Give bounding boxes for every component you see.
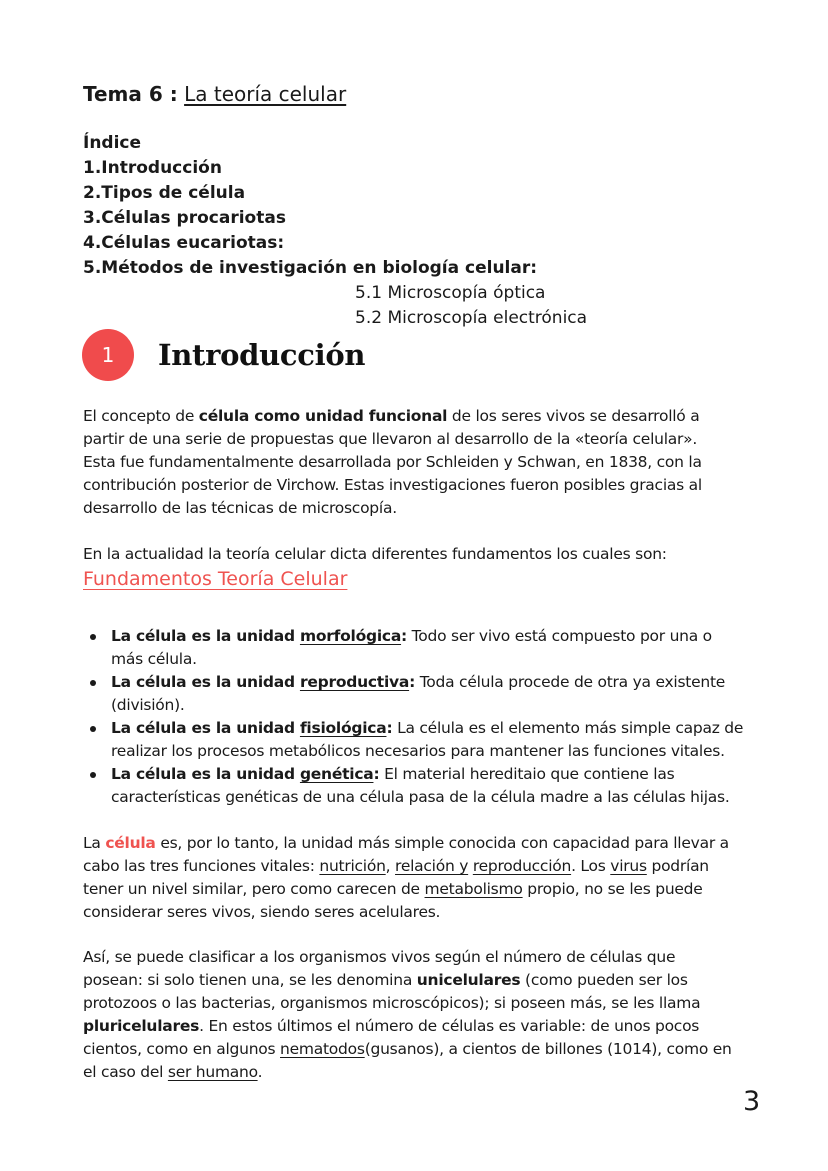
text-line: realizar los procesos metabólicos necesarios para mantener las funciones vitales.: [111, 742, 725, 760]
bold-lead: La célula es la unidad: [111, 765, 300, 783]
index-item: 2.Tipos de célula: [83, 183, 246, 203]
text: Todo ser vivo está compuesto por una o: [407, 627, 712, 645]
text-line: partir de una serie de propuestas que llevaron al desarrollo de la «teoría celular».: [83, 430, 698, 448]
fundamentos-link-text[interactable]: Fundamentos Teoría Celular: [83, 568, 348, 590]
text-line: características genéticas de una célula pasa de la célula madre a las células hijas.: [111, 788, 730, 806]
text-line: Esta fue fundamentalmente desarrollada por Schleiden y Schwan, en 1838, con la: [83, 453, 702, 471]
index-subitems: [355, 281, 587, 331]
index-item: 4.Células eucariotas:: [83, 233, 285, 253]
bold-term: fisiológica: [299, 719, 387, 737]
tema-title: La teoría celular: [184, 82, 347, 106]
list-item: [83, 625, 755, 671]
link-reproduccion[interactable]: reproducción: [472, 857, 572, 875]
text: tener un nivel similar, pero como carecen de: [83, 880, 425, 898]
text-line: protozoos o las bacterias, organismos microscópicos); si poseen más, se les llama: [83, 994, 701, 1012]
text-line: contribución posterior de Virchow. Estas investigaciones fueron posibles gracias al: [83, 476, 702, 494]
page-number: 3: [743, 1086, 761, 1117]
index: [83, 131, 537, 281]
index-subitem: 5.2 Microscopía electrónica: [355, 308, 588, 328]
index-label: Índice: [83, 133, 142, 153]
bold-term: pluricelulares: [83, 1017, 200, 1035]
fundamentos-list: [83, 625, 755, 809]
text: El concepto de: [83, 407, 199, 425]
paragraph-celula: [83, 832, 755, 924]
bold-term: reproductiva: [299, 673, 410, 691]
index-item: 3.Células procariotas: [83, 208, 286, 228]
bold-term: morfológica: [299, 627, 402, 645]
text-line: (división).: [111, 696, 185, 714]
tema-label: Tema 6 :: [83, 82, 178, 106]
highlight-term: célula: [105, 834, 156, 852]
text: propio, no se les puede: [522, 880, 703, 898]
text: es, por lo tanto, la unidad más simple conocida con capacidad para llevar a: [155, 834, 729, 852]
bold-term: célula como unidad funcional: [198, 407, 448, 425]
text: La célula es el elemento más simple capaz de: [392, 719, 744, 737]
link-virus[interactable]: virus: [610, 857, 647, 875]
text-line: más célula.: [111, 650, 197, 668]
paragraph-clasificacion: [83, 946, 755, 1084]
fundamentos-link[interactable]: [83, 568, 347, 590]
text: . Los: [571, 857, 611, 875]
link-nutricion[interactable]: nutrición: [319, 857, 386, 875]
text: ,: [385, 857, 396, 875]
bullet-icon: [90, 680, 96, 686]
bold-lead: La célula es la unidad: [111, 719, 300, 737]
index-subitem: 5.1 Microscopía óptica: [355, 283, 546, 303]
text: (gusanos), a cientos de billones (1014), como en: [364, 1040, 732, 1058]
text: Toda célula procede de otra ya existente: [415, 673, 726, 691]
text: . En estos últimos el número de células es variable: de unos pocos: [199, 1017, 700, 1035]
link-relacion[interactable]: relación y: [395, 857, 469, 875]
link-nematodos[interactable]: nematodos: [280, 1040, 365, 1058]
index-item: 1.Introducción: [83, 158, 222, 178]
bold-term: unicelulares: [416, 971, 521, 989]
text: posean: si solo tienen una, se les denomina: [83, 971, 417, 989]
section-heading: Introducción: [158, 338, 366, 372]
bold-lead: La célula es la unidad: [111, 627, 300, 645]
list-item: [83, 671, 755, 717]
link-ser-humano[interactable]: ser humano: [167, 1063, 258, 1081]
text: La: [83, 834, 106, 852]
text-line: considerar seres vivos, siendo seres acelulares.: [83, 903, 441, 921]
text-line: En la actualidad la teoría celular dicta diferentes fundamentos los cuales son:: [83, 545, 667, 563]
text: de los seres vivos se desarrolló a: [447, 407, 700, 425]
bold-term: genética: [299, 765, 374, 783]
link-metabolismo[interactable]: metabolismo: [424, 880, 523, 898]
paragraph-intro: [83, 405, 755, 520]
colon: :: [386, 719, 393, 737]
page-title: [83, 82, 346, 106]
section-number-badge: 1: [82, 329, 134, 381]
index-item: 5.Métodos de investigación en biología celular:: [83, 258, 538, 278]
text: .: [257, 1063, 263, 1081]
text: (como pueden ser los: [520, 971, 688, 989]
bullet-icon: [90, 634, 96, 640]
colon: :: [409, 673, 416, 691]
paragraph-fundamentos-intro: [83, 543, 755, 566]
bold-lead: La célula es la unidad: [111, 673, 300, 691]
text-line: Así, se puede clasificar a los organismos vivos según el número de células que: [83, 948, 676, 966]
text: el caso del: [83, 1063, 168, 1081]
list-item: [83, 763, 755, 809]
bullet-icon: [90, 726, 96, 732]
colon: :: [373, 765, 380, 783]
text: cabo las tres funciones vitales:: [83, 857, 320, 875]
text: podrían: [646, 857, 709, 875]
text: El material hereditaio que contiene las: [379, 765, 675, 783]
bullet-icon: [90, 772, 96, 778]
colon: :: [401, 627, 407, 645]
list-item: [83, 717, 755, 763]
text-line: desarrollo de las técnicas de microscopía.: [83, 499, 397, 517]
text: cientos, como en algunos: [83, 1040, 281, 1058]
